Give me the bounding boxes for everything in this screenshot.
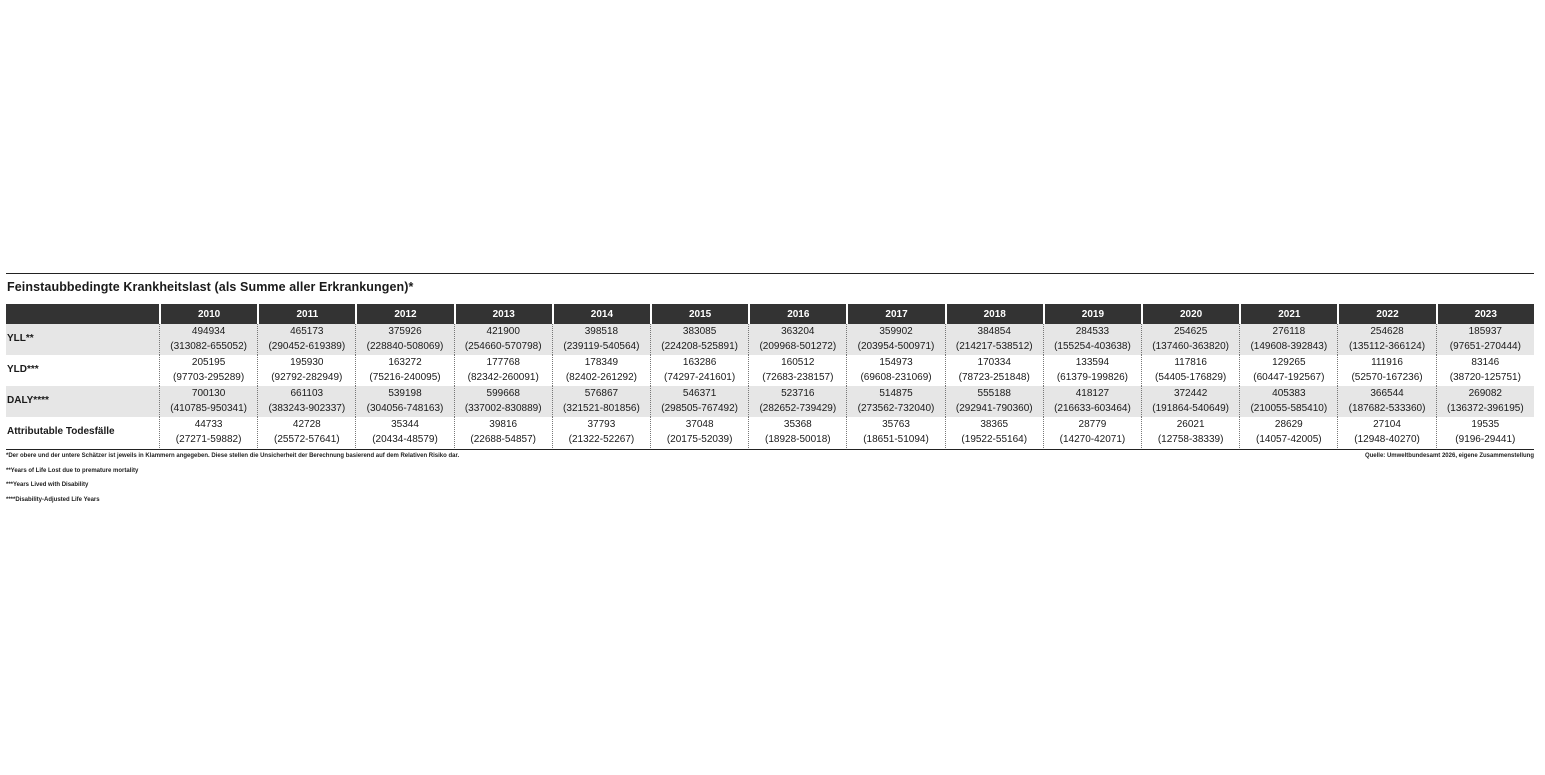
cell-value: 405383 — [1272, 388, 1306, 399]
table-cell — [1043, 324, 1141, 355]
cell-range: (187682-533360) — [1348, 402, 1426, 414]
table-cell — [159, 386, 257, 417]
cell-value: 398518 — [584, 326, 619, 337]
cell-value: 555188 — [977, 388, 1011, 399]
table-cell — [552, 386, 650, 417]
cell-range: (92792-282949) — [271, 371, 343, 383]
table-cell — [1239, 417, 1337, 448]
cell-value: 170334 — [977, 357, 1011, 368]
footnote: ****Disability-Adjusted Life Years — [6, 497, 100, 504]
header-year: 2013 — [454, 304, 552, 324]
cell-range: (214217-538512) — [955, 340, 1033, 352]
cell-value: 383085 — [682, 326, 717, 337]
cell-range: (273562-732040) — [857, 402, 935, 414]
cell-value: 269082 — [1468, 388, 1502, 399]
cell-value: 576867 — [584, 388, 619, 399]
cell-range: (321521-801856) — [563, 402, 640, 414]
cell-value: 494934 — [191, 326, 226, 337]
table-cell — [945, 386, 1043, 417]
header-year: 2014 — [552, 304, 650, 324]
table-cell — [846, 417, 944, 448]
footnotes — [6, 450, 1534, 509]
cell-value: 129265 — [1272, 357, 1306, 368]
table-cell — [257, 324, 355, 355]
header-year: 2010 — [159, 304, 257, 324]
cell-range: (216633-603464) — [1054, 402, 1131, 414]
table-cell — [355, 386, 453, 417]
cell-value: 254625 — [1173, 326, 1208, 337]
cell-range: (38720-125751) — [1449, 371, 1521, 383]
cell-range: (82402-261292) — [565, 371, 637, 383]
cell-range: (74297-241601) — [664, 371, 736, 383]
table-cell — [355, 355, 453, 386]
cell-range: (20434-48579) — [372, 433, 438, 445]
cell-range: (9196-29441) — [1455, 433, 1516, 445]
cell-range: (18928-50018) — [765, 433, 831, 445]
cell-value: 539198 — [388, 388, 422, 399]
cell-range: (14270-42071) — [1059, 433, 1126, 445]
table-cell — [159, 417, 257, 448]
cell-value: 276118 — [1272, 326, 1306, 337]
table-cell — [1239, 355, 1337, 386]
cell-value: 19535 — [1471, 419, 1500, 430]
cell-value: 284533 — [1075, 326, 1110, 337]
cell-range: (290452-619389) — [268, 340, 346, 352]
table-cell — [846, 324, 944, 355]
table-cell — [1337, 386, 1435, 417]
cell-value: 195930 — [290, 357, 324, 368]
table-cell — [1043, 355, 1141, 386]
cell-value: 163272 — [388, 357, 422, 368]
cell-range: (410785-950341) — [170, 402, 247, 414]
cell-range: (209968-501272) — [759, 340, 837, 352]
cell-range: (25572-57641) — [274, 433, 340, 445]
cell-range: (27271-59882) — [175, 433, 242, 445]
header-year: 2021 — [1239, 304, 1337, 324]
cell-range: (54405-176829) — [1155, 371, 1227, 383]
table-cell — [257, 417, 355, 448]
table-cell — [1141, 386, 1239, 417]
table-cell — [748, 355, 846, 386]
cell-value: 35763 — [882, 419, 910, 430]
table-row — [6, 324, 1534, 355]
header-year: 2023 — [1436, 304, 1534, 324]
table-row — [6, 417, 1534, 448]
cell-range: (52570-167236) — [1351, 371, 1423, 383]
cell-value: 363204 — [781, 326, 815, 337]
cell-range: (78723-251848) — [958, 371, 1030, 383]
cell-range: (14057-42005) — [1256, 433, 1322, 445]
header-year: 2022 — [1337, 304, 1435, 324]
cell-value: 523716 — [781, 388, 815, 399]
table-cell — [1239, 386, 1337, 417]
cell-value: 375926 — [388, 326, 422, 337]
table-cell — [1239, 324, 1337, 355]
cell-value: 366544 — [1370, 388, 1404, 399]
cell-range: (304056-748163) — [366, 402, 444, 414]
cell-value: 178349 — [584, 357, 619, 368]
table-cell — [454, 324, 552, 355]
cell-value: 372442 — [1173, 388, 1208, 399]
cell-value: 359902 — [879, 326, 913, 337]
cell-range: (69608-231069) — [860, 371, 932, 383]
cell-value: 254628 — [1370, 326, 1404, 337]
cell-range: (254660-570798) — [464, 340, 542, 352]
cell-value: 465173 — [290, 326, 324, 337]
cell-range: (228840-508069) — [366, 340, 444, 352]
table-cell — [945, 417, 1043, 448]
cell-range: (137460-363820) — [1152, 340, 1229, 352]
table-cell — [1337, 355, 1435, 386]
footnote: *Der obere und der untere Schätzer ist jeweils in Klammern angegeben. Diese stellen die Unsicherheit der Berechnung basierend auf dem Relativen Risiko dar. — [6, 453, 460, 459]
cell-value: 205195 — [191, 357, 226, 368]
cell-range: (298505-767492) — [661, 402, 738, 414]
table-cell — [1337, 324, 1435, 355]
table-cell — [945, 324, 1043, 355]
table-cell — [454, 355, 552, 386]
cell-value: 154973 — [879, 357, 913, 368]
cell-value: 546371 — [682, 388, 717, 399]
cell-range: (12758-38339) — [1157, 433, 1224, 445]
table-cell — [650, 386, 748, 417]
table-title: Feinstaubbedingte Krankheitslast (als Summe aller Erkrankungen)* — [7, 280, 414, 294]
table-cell — [1141, 417, 1239, 448]
table-cell — [355, 417, 453, 448]
cell-range: (21322-52267) — [568, 433, 635, 445]
cell-value: 111916 — [1371, 357, 1403, 368]
cell-range: (20175-52039) — [666, 433, 733, 445]
cell-range: (149608-392843) — [1250, 340, 1328, 352]
table-cell — [257, 386, 355, 417]
disease-burden-table-block — [6, 273, 1534, 509]
cell-range: (97703-295289) — [173, 371, 245, 383]
disease-burden-table — [6, 304, 1534, 448]
header-year: 2020 — [1141, 304, 1239, 324]
row-label: DALY**** — [6, 386, 159, 417]
cell-value: 163286 — [682, 357, 717, 368]
cell-range: (282652-739429) — [759, 402, 837, 414]
header-row — [6, 304, 1534, 324]
cell-value: 37793 — [587, 419, 616, 430]
cell-value: 37048 — [685, 419, 714, 430]
header-year: 2018 — [945, 304, 1043, 324]
cell-range: (239119-540564) — [563, 340, 640, 352]
cell-range: (203954-500971) — [857, 340, 935, 352]
cell-range: (155254-403638) — [1054, 340, 1131, 352]
cell-value: 700130 — [191, 388, 226, 399]
header-corner — [6, 304, 159, 324]
footnote: **Years of Life Lost due to premature mortality — [6, 467, 139, 474]
cell-range: (292941-790360) — [955, 402, 1033, 414]
table-cell — [1337, 417, 1435, 448]
cell-value: 28629 — [1274, 419, 1303, 430]
cell-value: 26021 — [1176, 419, 1205, 430]
table-cell — [1043, 386, 1141, 417]
cell-value: 83146 — [1471, 357, 1500, 368]
cell-range: (191864-540649) — [1152, 402, 1229, 414]
cell-value: 421900 — [486, 326, 520, 337]
table-cell — [257, 355, 355, 386]
table-cell — [454, 417, 552, 448]
footnote: ***Years Lived with Disability — [6, 482, 89, 489]
cell-value: 514875 — [879, 388, 913, 399]
cell-range: (135112-366124) — [1349, 340, 1426, 352]
table-cell — [159, 324, 257, 355]
cell-value: 384854 — [977, 326, 1011, 337]
source-note: Quelle: Umweltbundesamt 2026, eigene Zusammenstellung — [1364, 453, 1534, 459]
cell-value: 418127 — [1075, 388, 1110, 399]
cell-value: 39816 — [489, 419, 518, 430]
table-cell — [1436, 324, 1534, 355]
table-cell — [454, 386, 552, 417]
table-cell — [846, 355, 944, 386]
cell-range: (22688-54857) — [470, 433, 537, 445]
cell-range: (19522-55164) — [961, 433, 1028, 445]
cell-range: (75216-240095) — [369, 371, 441, 383]
table-cell — [748, 386, 846, 417]
cell-range: (313082-655052) — [170, 340, 247, 352]
cell-range: (337002-830889) — [464, 402, 542, 414]
table-cell — [552, 355, 650, 386]
cell-range: (97651-270444) — [1449, 340, 1521, 352]
cell-value: 35344 — [391, 419, 419, 430]
table-row — [6, 386, 1534, 417]
table-cell — [1043, 417, 1141, 448]
cell-value: 160512 — [781, 357, 815, 368]
header-year: 2016 — [748, 304, 846, 324]
cell-range: (210055-585410) — [1250, 402, 1328, 414]
table-cell — [159, 355, 257, 386]
cell-value: 133594 — [1075, 357, 1110, 368]
cell-value: 661103 — [290, 388, 324, 399]
cell-value: 117816 — [1174, 357, 1207, 368]
table-cell — [650, 417, 748, 448]
cell-value: 44733 — [194, 419, 223, 430]
cell-value: 38365 — [980, 419, 1009, 430]
cell-value: 177768 — [486, 357, 520, 368]
table-cell — [945, 355, 1043, 386]
header-year: 2011 — [257, 304, 355, 324]
table-cell — [1436, 386, 1534, 417]
cell-value: 599668 — [486, 388, 520, 399]
cell-range: (82342-260091) — [467, 371, 539, 383]
table-cell — [650, 355, 748, 386]
table-cell — [355, 324, 453, 355]
cell-range: (12948-40270) — [1354, 433, 1420, 445]
cell-value: 27104 — [1373, 419, 1401, 430]
row-label: Attributable Todesfälle — [7, 426, 115, 438]
table-row — [6, 355, 1534, 386]
table-cell — [650, 324, 748, 355]
cell-range: (72683-238157) — [762, 371, 834, 383]
cell-value: 28779 — [1078, 419, 1107, 430]
cell-value: 185937 — [1468, 326, 1502, 337]
cell-value: 35368 — [783, 419, 812, 430]
cell-range: (18651-51094) — [863, 433, 929, 445]
header-year: 2015 — [650, 304, 748, 324]
cell-range: (224208-525891) — [661, 340, 738, 352]
cell-range: (136372-396195) — [1446, 402, 1524, 414]
table-cell — [1436, 417, 1534, 448]
cell-range: (383243-902337) — [268, 402, 346, 414]
cell-range: (61379-199826) — [1056, 371, 1129, 383]
table-cell — [748, 324, 846, 355]
table-cell — [1141, 324, 1239, 355]
header-year: 2012 — [355, 304, 453, 324]
table-cell — [1436, 355, 1534, 386]
table-cell — [748, 417, 846, 448]
header-year: 2019 — [1043, 304, 1141, 324]
header-year: 2017 — [846, 304, 944, 324]
table-cell — [552, 417, 650, 448]
table-cell — [552, 324, 650, 355]
table-cell — [1141, 355, 1239, 386]
cell-range: (60447-192567) — [1253, 371, 1325, 383]
table-cell — [846, 386, 944, 417]
row-label: YLL** — [6, 324, 159, 355]
cell-value: 42728 — [292, 419, 321, 430]
row-label: YLD*** — [7, 364, 39, 376]
